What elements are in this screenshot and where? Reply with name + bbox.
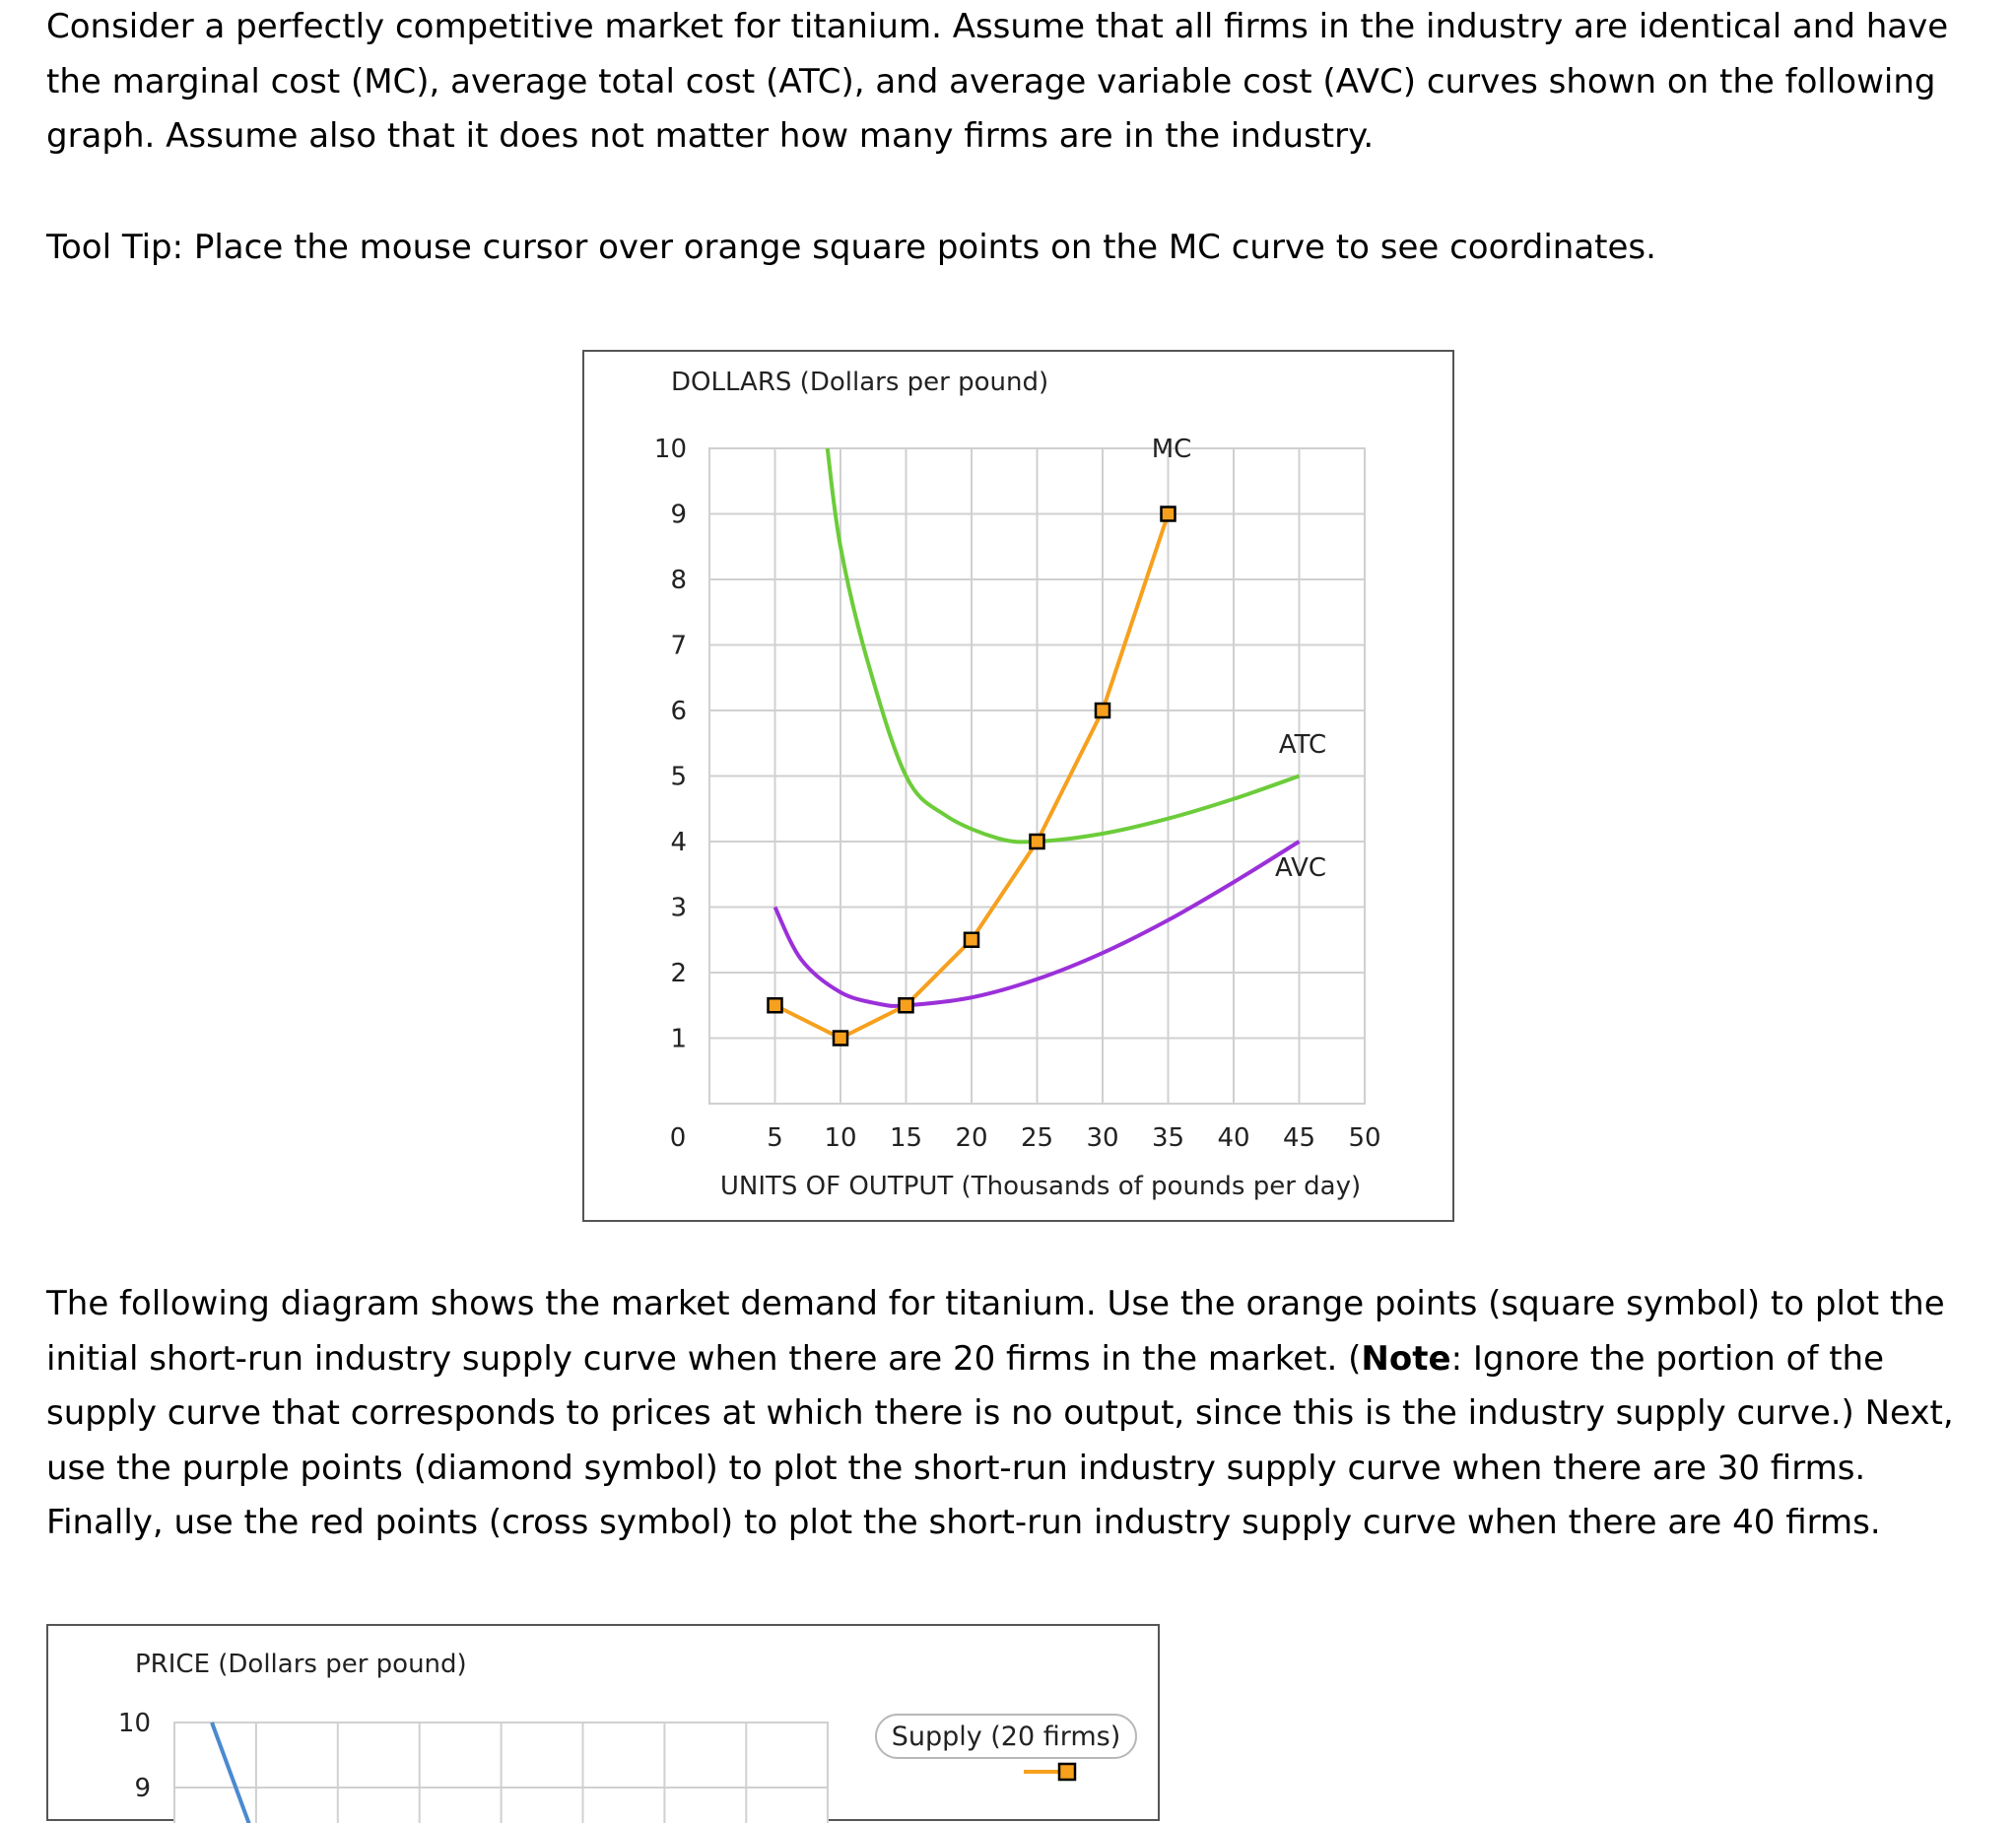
x-tick-label: 0 — [669, 1123, 687, 1153]
mc-point[interactable] — [1162, 507, 1176, 521]
instructions-part1: The following diagram shows the market demand for titanium. Use the orange points (square symbol) to plot the initial short-run industry supply curve when there are 20 firms in the market. ( — [46, 1284, 1945, 1379]
y-tick-label: 6 — [670, 697, 687, 726]
y-tick-label: 2 — [670, 959, 687, 988]
y-tick-label: 4 — [670, 828, 687, 857]
y-axis-label: DOLLARS (Dollars per pound) — [671, 368, 1049, 397]
mc-point[interactable] — [769, 998, 782, 1012]
legend-label: Supply (20 firms) — [891, 1722, 1121, 1752]
instructions-paragraph — [46, 1277, 1992, 1551]
supply-20-legend[interactable] — [876, 1715, 1136, 1780]
atc-curve-label: ATC — [1278, 730, 1327, 760]
y-tick-label: 1 — [670, 1024, 687, 1054]
y-tick-label: 10 — [653, 435, 687, 464]
cost-curves-chart[interactable] — [582, 350, 1454, 1222]
mc-point[interactable] — [834, 1032, 847, 1046]
mc-curve-label: MC — [1151, 435, 1192, 464]
x-tick-label: 50 — [1348, 1123, 1381, 1153]
chart-grid — [709, 448, 1365, 1104]
market-demand-chart[interactable] — [46, 1624, 1160, 1821]
instructions-part2: : Ignore the portion of the supply curve that corresponds to prices at which there is no output, since this is the industry supply curve.) Next, use the purple points (diamond symbol) to plot the short-run industry supply curve when there are 30 firms. Finally, use the red points (cross symbol) to plot the short-run industry supply curve when there are 40 firms. — [46, 1338, 1954, 1542]
tooltip-paragraph: Tool Tip: Place the mouse cursor over orange square points on the MC curve to see coordinates. — [46, 228, 1656, 267]
y-tick-label: 5 — [670, 762, 687, 792]
mc-point[interactable] — [900, 998, 913, 1012]
x-tick-label: 25 — [1020, 1123, 1054, 1153]
x-tick-label: 30 — [1086, 1123, 1119, 1153]
x-axis-label: UNITS OF OUTPUT (Thousands of pounds per day) — [719, 1172, 1362, 1201]
intro-paragraph: Consider a perfectly competitive market for titanium. Assume that all firms in the industry are identical and have the marginal cost (MC), average total cost (ATC), and average variable cost (AVC) curves shown on the following graph. Assume also that it does not matter how many firms are in the industry. — [46, 7, 1949, 156]
legend-square-marker[interactable] — [1059, 1764, 1075, 1780]
market-demand-svg[interactable] — [48, 1626, 1162, 1823]
y-tick-label: 3 — [670, 893, 687, 923]
y-tick-label: 9 — [670, 500, 687, 530]
x-tick-label: 35 — [1151, 1123, 1185, 1153]
cost-curves-svg[interactable] — [584, 352, 1456, 1224]
x-tick-label: 15 — [889, 1123, 923, 1153]
avc-curve-label: AVC — [1274, 853, 1327, 883]
x-tick-label: 45 — [1282, 1123, 1316, 1153]
mc-point[interactable] — [965, 933, 978, 947]
x-tick-label: 20 — [955, 1123, 988, 1153]
x-tick-label: 10 — [824, 1123, 857, 1153]
chart2-tick-labels — [118, 1709, 151, 1803]
chart2-y-tick-label: 10 — [117, 1709, 151, 1738]
mc-point[interactable] — [1031, 835, 1044, 848]
chart2-grid — [174, 1722, 828, 1823]
chart2-y-tick-label: 9 — [134, 1774, 151, 1803]
y-tick-label: 7 — [670, 631, 687, 661]
note-label: Note — [1361, 1338, 1451, 1379]
mc-point[interactable] — [1096, 704, 1109, 717]
chart2-y-axis-label: PRICE (Dollars per pound) — [135, 1650, 467, 1679]
x-tick-label: 40 — [1217, 1123, 1250, 1153]
x-tick-label: 5 — [767, 1123, 783, 1153]
y-tick-label: 8 — [670, 566, 687, 595]
